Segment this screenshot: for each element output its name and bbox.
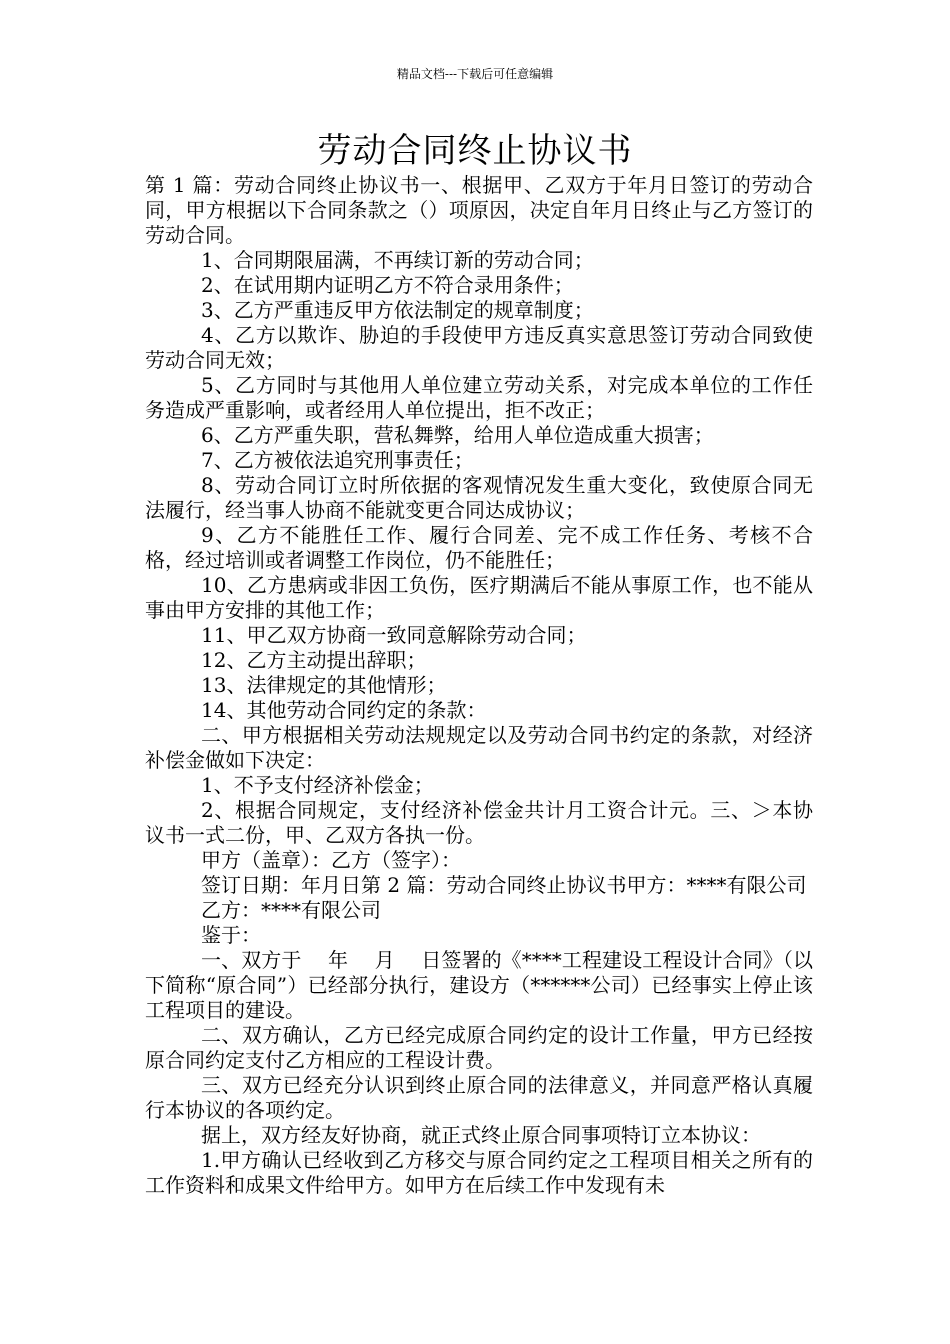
paragraph: 1.甲方确认已经收到乙方移交与原合同约定之工程项目相关之所有的工作资料和成果文件给甲方。如甲方在后续工作中发现有未 xyxy=(145,1148,813,1197)
paragraph: 一、双方于 年 月 日签署的《****工程建设工程设计合同》（以下简称“原合同”）已经部分执行，建设方（******公司）已经事实上停止该工程项目的建设。 xyxy=(145,948,813,1022)
paragraph: 8、劳动合同订立时所依据的客观情况发生重大变化，致使原合同无法履行，经当事人协商不能就变更合同达成协议； xyxy=(145,473,813,522)
paragraph: 14、其他劳动合同约定的条款： xyxy=(201,698,487,722)
paragraph: 鉴于： xyxy=(201,923,261,947)
paragraph: 据上，双方经友好协商，就正式终止原合同事项特订立本协议： xyxy=(201,1123,761,1147)
paragraph: 2、根据合同规定，支付经济补偿金共计月工资合计元。三、＞本协议书一式二份，甲、乙双方各执一份。 xyxy=(145,798,813,847)
paragraph: 5、乙方同时与其他用人单位建立劳动关系，对完成本单位的工作任务造成严重影响，或者经用人单位提出，拒不改正； xyxy=(145,373,813,422)
document-body xyxy=(145,173,813,1198)
paragraph: 乙方：****有限公司 xyxy=(201,898,381,922)
paragraph: 三、双方已经充分认识到终止原合同的法律意义，并同意严格认真履行本协议的各项约定。 xyxy=(145,1073,813,1122)
paragraph: 2、在试用期内证明乙方不符合录用条件； xyxy=(201,273,574,297)
document-title: 劳动合同终止协议书 xyxy=(317,131,633,171)
paragraph: 6、乙方严重失职，营私舞弊，给用人单位造成重大损害； xyxy=(201,423,714,447)
paragraph: 12、乙方主动提出辞职； xyxy=(201,648,427,672)
paragraph: 11、甲乙双方协商一致同意解除劳动合同； xyxy=(201,623,587,647)
paragraph: 1、不予支付经济补偿金； xyxy=(201,773,434,797)
paragraph: 二、双方确认，乙方已经完成原合同约定的设计工作量，甲方已经按原合同约定支付乙方相应的工程设计费。 xyxy=(145,1023,813,1072)
paragraph: 3、乙方严重违反甲方依法制定的规章制度； xyxy=(201,298,594,322)
paragraph: 9、乙方不能胜任工作、履行合同差、完不成工作任务、考核不合格，经过培训或者调整工作岗位，仍不能胜任； xyxy=(145,523,813,572)
paragraph: 4、乙方以欺诈、胁迫的手段使甲方违反真实意思签订劳动合同致使劳动合同无效； xyxy=(145,323,813,372)
paragraph: 甲方（盖章）：乙方（签字）： xyxy=(201,848,461,872)
paragraph: 13、法律规定的其他情形； xyxy=(201,673,447,697)
header-note: 精品文档---下载后可任意编辑 xyxy=(396,67,554,81)
paragraph: 签订日期：年月日第 2 篇：劳动合同终止协议书甲方：****有限公司 xyxy=(201,873,807,897)
paragraph: 1、合同期限届满，不再续订新的劳动合同； xyxy=(201,248,594,272)
paragraph: 7、乙方被依法追究刑事责任； xyxy=(201,448,474,472)
paragraph: 二、甲方根据相关劳动法规规定以及劳动合同书约定的条款，对经济补偿金做如下决定： xyxy=(145,723,813,772)
paragraph: 第 1 篇：劳动合同终止协议书一、根据甲、乙双方于年月日签订的劳动合同，甲方根据以下合同条款之（）项原因，决定自年月日终止与乙方签订的劳动合同。 xyxy=(145,173,813,247)
paragraph: 10、乙方患病或非因工负伤，医疗期满后不能从事原工作，也不能从事由甲方安排的其他工作； xyxy=(145,573,813,622)
